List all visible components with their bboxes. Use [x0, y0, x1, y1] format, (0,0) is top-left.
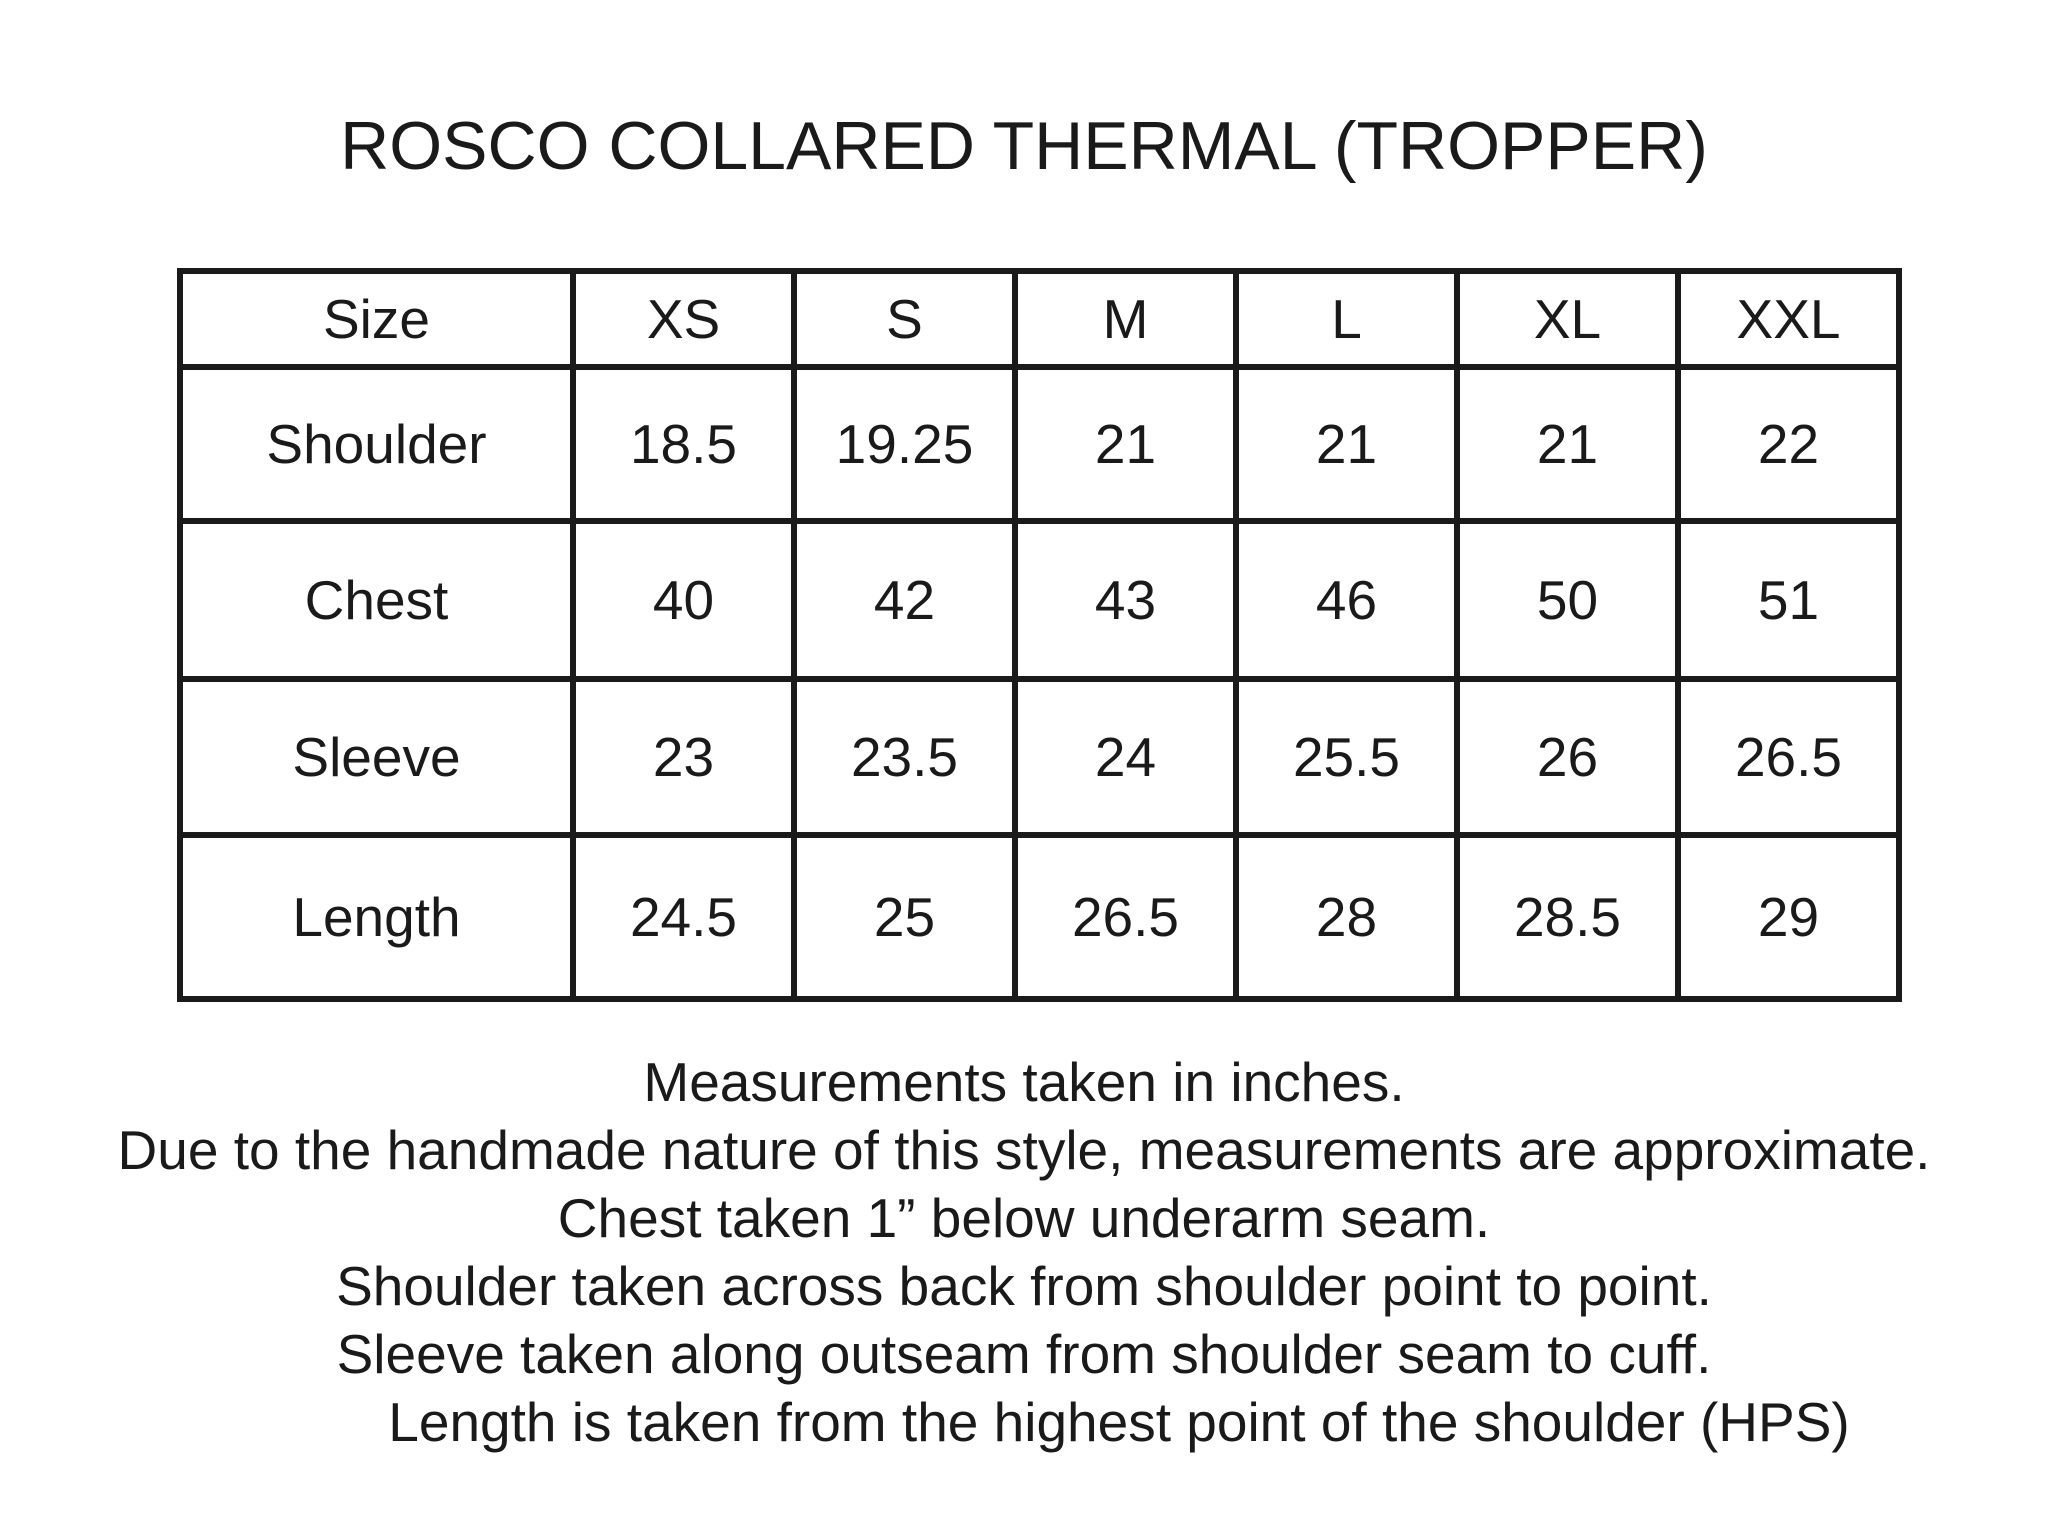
- cell-length-s: 25: [794, 835, 1015, 999]
- cell-chest-xl: 50: [1457, 521, 1678, 679]
- cell-length-xl: 28.5: [1457, 835, 1678, 999]
- header-cell-xl: XL: [1457, 271, 1678, 367]
- note-handmade: Due to the handmade nature of this style, measurements are approximate.: [117, 1119, 1931, 1181]
- table-row-length: [180, 835, 1899, 999]
- note-sleeve: Sleeve taken along outseam from shoulder seam to cuff.: [336, 1323, 1712, 1385]
- cell-chest-xs: 40: [573, 521, 794, 679]
- cell-sleeve-xl: 26: [1457, 679, 1678, 835]
- cell-shoulder-xs: 18.5: [573, 367, 794, 521]
- table-row-shoulder: [180, 367, 1899, 521]
- table-row-chest: [180, 521, 1899, 679]
- cell-sleeve-xs: 23: [573, 679, 794, 835]
- size-chart-header-row: [180, 271, 1899, 367]
- cell-shoulder-xl: 21: [1457, 367, 1678, 521]
- cell-chest-xxl: 51: [1678, 521, 1899, 679]
- cell-shoulder-xxl: 22: [1678, 367, 1899, 521]
- cell-length-xxl: 29: [1678, 835, 1899, 999]
- cell-chest-l: 46: [1236, 521, 1457, 679]
- header-cell-xxl: XXL: [1678, 271, 1899, 367]
- note-chest: Chest taken 1” below underarm seam.: [557, 1187, 1491, 1249]
- note-shoulder: Shoulder taken across back from shoulder point to point.: [336, 1255, 1712, 1317]
- row-label-shoulder: Shoulder: [180, 367, 573, 521]
- cell-length-m: 26.5: [1015, 835, 1236, 999]
- cell-chest-m: 43: [1015, 521, 1236, 679]
- header-cell-xs: XS: [573, 271, 794, 367]
- row-label-chest: Chest: [180, 521, 573, 679]
- cell-shoulder-l: 21: [1236, 367, 1457, 521]
- note-length: Length is taken from the highest point of the shoulder (HPS): [388, 1391, 1850, 1453]
- cell-sleeve-m: 24: [1015, 679, 1236, 835]
- measurement-notes: [0, 1048, 2048, 1456]
- note-units: Measurements taken in inches.: [643, 1051, 1405, 1113]
- cell-sleeve-l: 25.5: [1236, 679, 1457, 835]
- row-label-length: Length: [180, 835, 573, 999]
- header-cell-size: Size: [180, 271, 573, 367]
- cell-sleeve-s: 23.5: [794, 679, 1015, 835]
- row-label-sleeve: Sleeve: [180, 679, 573, 835]
- table-row-sleeve: [180, 679, 1899, 835]
- size-chart-table: [177, 268, 1902, 1002]
- page-title: ROSCO COLLARED THERMAL (TROPPER): [340, 108, 1708, 184]
- cell-sleeve-xxl: 26.5: [1678, 679, 1899, 835]
- header-cell-s: S: [794, 271, 1015, 367]
- header-cell-l: L: [1236, 271, 1457, 367]
- cell-shoulder-m: 21: [1015, 367, 1236, 521]
- cell-shoulder-s: 19.25: [794, 367, 1015, 521]
- cell-length-xs: 24.5: [573, 835, 794, 999]
- cell-length-l: 28: [1236, 835, 1457, 999]
- cell-chest-s: 42: [794, 521, 1015, 679]
- header-cell-m: M: [1015, 271, 1236, 367]
